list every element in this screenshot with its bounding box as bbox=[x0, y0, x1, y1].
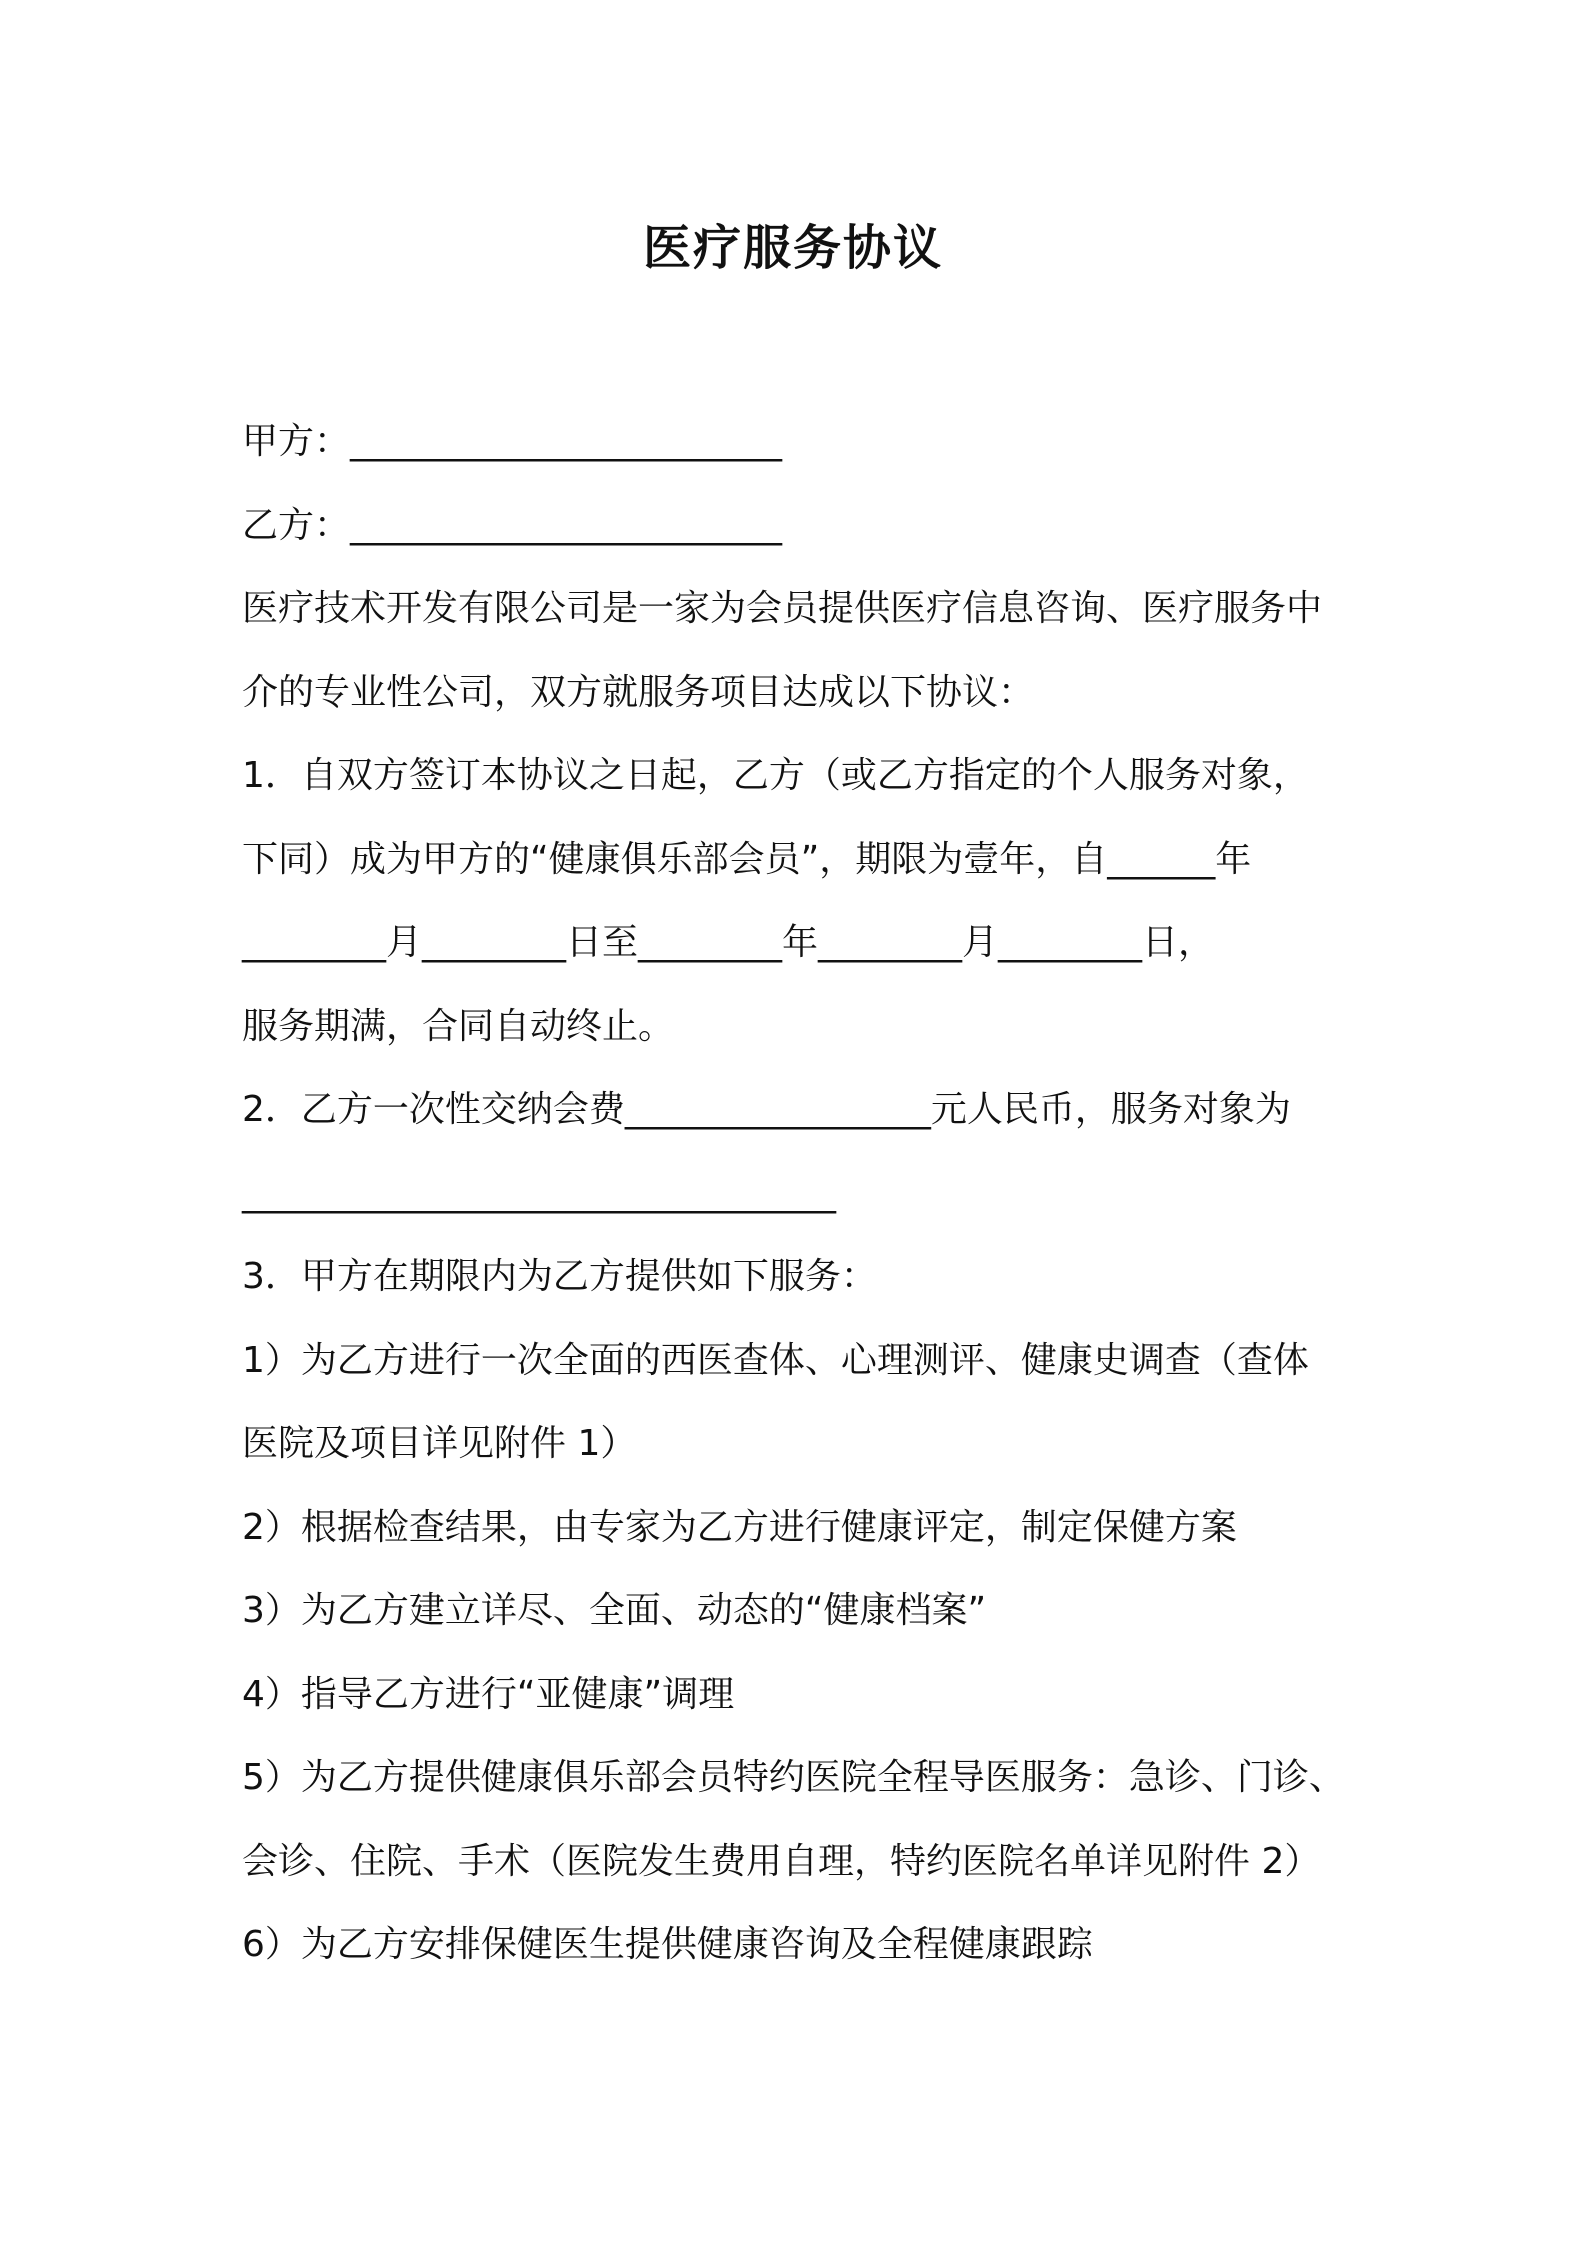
document-title: 医疗服务协议 bbox=[642, 220, 943, 276]
clause-1-line: 1．自双方签订本协议之日起，乙方（或乙方指定的个人服务对象， bbox=[242, 755, 1309, 796]
intro-paragraph-line: 介的专业性公司，双方就服务项目达成以下协议： bbox=[242, 671, 1035, 713]
service-item-6-line: 6）为乙方安排保健医生提供健康咨询及全程健康跟踪 bbox=[242, 1924, 1093, 1965]
service-item-5-line: 5）为乙方提供健康俱乐部会员特约医院全程导医服务：急诊、门诊、 bbox=[242, 1757, 1345, 1798]
service-item-2-line: 2）根据检查结果，由专家为乙方进行健康评定，制定保健方案 bbox=[242, 1506, 1237, 1548]
clause-3-line: 3．甲方在期限内为乙方提供如下服务： bbox=[242, 1256, 877, 1297]
clause-1-line: 服务期满，合同自动终止。 bbox=[242, 1005, 675, 1047]
clause-2-line: _________________________________ bbox=[242, 1172, 836, 1214]
service-item-1-line: 1）为乙方进行一次全面的西医查体、心理测评、健康史调查（查体 bbox=[242, 1339, 1309, 1381]
service-item-5-line: 会诊、住院、手术（医院发生费用自理，特约医院名单详见附件 2） bbox=[242, 1840, 1321, 1882]
service-item-1-line: 医院及项目详见附件 1） bbox=[242, 1423, 637, 1464]
clause-1-line: ________月________日至________年________月________日， bbox=[242, 922, 1214, 963]
intro-paragraph-line: 医疗技术开发有限公司是一家为会员提供医疗信息咨询、医疗服务中 bbox=[242, 588, 1323, 629]
party-a-line: 甲方：________________________ bbox=[242, 421, 783, 462]
party-b-line: 乙方：________________________ bbox=[242, 504, 783, 546]
service-item-4-line: 4）指导乙方进行“亚健康”调理 bbox=[242, 1673, 735, 1715]
service-item-3-line: 3）为乙方建立详尽、全面、动态的“健康档案” bbox=[242, 1590, 987, 1631]
clause-2-line: 2．乙方一次性交纳会费_________________元人民币，服务对象为 bbox=[242, 1089, 1291, 1130]
document-body bbox=[242, 400, 1362, 1987]
clause-1-line: 下同）成为甲方的“健康俱乐部会员”，期限为壹年，自______年 bbox=[242, 838, 1252, 880]
